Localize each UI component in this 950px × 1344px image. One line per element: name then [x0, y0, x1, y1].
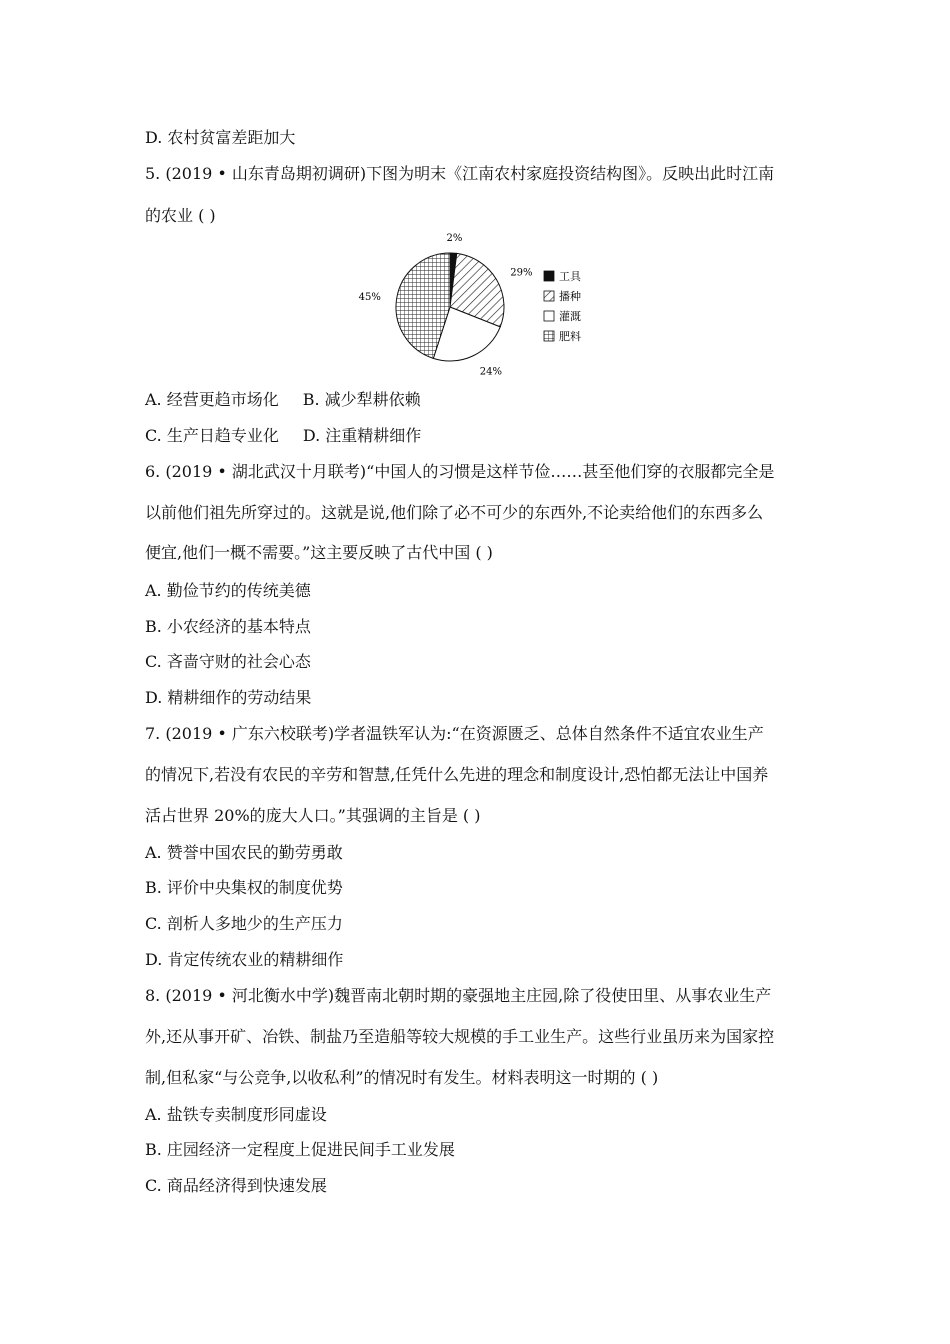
line-q6-stem-2: 以前他们祖先所穿过的。这就是说,他们除了必不可少的东西外,不论卖给他们的东西多么 — [145, 503, 764, 522]
line-q4-option-d: D. 农村贫富差距加大 — [145, 128, 296, 147]
q7-option-b[interactable]: B. 评价中央集权的制度优势 — [145, 878, 343, 897]
legend-label-fertilizer: 肥料 — [559, 330, 581, 343]
legend-swatch-sowing — [544, 291, 554, 301]
line-q6-stem-3: 便宜,他们一概不需要。”这主要反映了古代中国 ( ) — [145, 543, 493, 562]
line-q5-stem-2: 的农业 ( ) — [145, 206, 216, 225]
pie-chart — [340, 230, 620, 380]
line-q8-stem-3: 制,但私家“与公竞争,以收私利”的情况时有发生。材料表明这一时期的 ( ) — [145, 1068, 659, 1087]
line-q8-stem-2: 外,还从事开矿、冶铁、制盐乃至造船等较大规模的手工业生产。这些行业虽历来为国家控 — [145, 1027, 775, 1046]
line-q7-stem-1: 7. (2019 • 广东六校联考)学者温铁军认为:“在资源匮乏、总体自然条件不适宜农业生产 — [145, 724, 764, 743]
q7-option-c[interactable]: C. 剖析人多地少的生产压力 — [145, 914, 343, 933]
line-q5-options-ab — [145, 389, 825, 411]
legend-label-tools: 工具 — [559, 270, 581, 283]
q6-option-c[interactable]: C. 吝啬守财的社会心态 — [145, 652, 311, 671]
legend-swatch-fertilizer — [544, 331, 554, 341]
line-q5-stem-1: 5. (2019 • 山东青岛期初调研)下图为明末《江南农村家庭投资结构图》。反映出此时江南 — [145, 164, 775, 183]
line-q7-stem-2: 的情况下,若没有农民的辛劳和智慧,任凭什么先进的理念和制度设计,恐怕都无法让中国养 — [145, 765, 769, 784]
pie-label-fertilizer: 45% — [358, 292, 381, 304]
q5-option-a[interactable]: A. 经营更趋市场化 — [145, 390, 279, 409]
q8-option-c[interactable]: C. 商品经济得到快速发展 — [145, 1176, 327, 1195]
line-q7-stem-3: 活占世界 20%的庞大人口。”其强调的主旨是 ( ) — [145, 806, 481, 825]
pie-label-sowing: 29% — [510, 267, 533, 279]
q8-option-b[interactable]: B. 庄园经济一定程度上促进民间手工业发展 — [145, 1140, 455, 1159]
pie-label-tools: 2% — [446, 233, 463, 245]
q5-option-d[interactable]: D. 注重精耕细作 — [302, 426, 422, 445]
pie-label-irrigation: 24% — [479, 366, 503, 378]
q6-option-a[interactable]: A. 勤俭节约的传统美德 — [145, 581, 311, 600]
line-q5-options-cd — [145, 425, 825, 447]
q5-option-c[interactable]: C. 生产日趋专业化 — [145, 426, 279, 445]
legend-label-irrigation: 灌溉 — [559, 310, 581, 323]
q8-option-a[interactable]: A. 盐铁专卖制度形同虚设 — [145, 1105, 327, 1124]
legend-label-sowing: 播种 — [559, 290, 581, 303]
q6-option-b[interactable]: B. 小农经济的基本特点 — [145, 617, 311, 636]
legend-swatch-irrigation — [544, 311, 554, 321]
q7-option-d[interactable]: D. 肯定传统农业的精耕细作 — [145, 950, 344, 969]
q7-option-a[interactable]: A. 赞誉中国农民的勤劳勇敢 — [145, 843, 343, 862]
legend-swatch-tools — [544, 271, 554, 281]
line-q8-stem-1: 8. (2019 • 河北衡水中学)魏晋南北朝时期的豪强地主庄园,除了役使田里、从事农业生产 — [145, 986, 772, 1005]
line-q6-stem-1: 6. (2019 • 湖北武汉十月联考)“中国人的习惯是这样节俭……甚至他们穿的衣服都完全是 — [145, 462, 775, 481]
pie-chart-figure — [340, 230, 620, 380]
q5-option-b[interactable]: B. 减少犁耕依赖 — [302, 390, 421, 409]
q6-option-d[interactable]: D. 精耕细作的劳动结果 — [145, 688, 312, 707]
